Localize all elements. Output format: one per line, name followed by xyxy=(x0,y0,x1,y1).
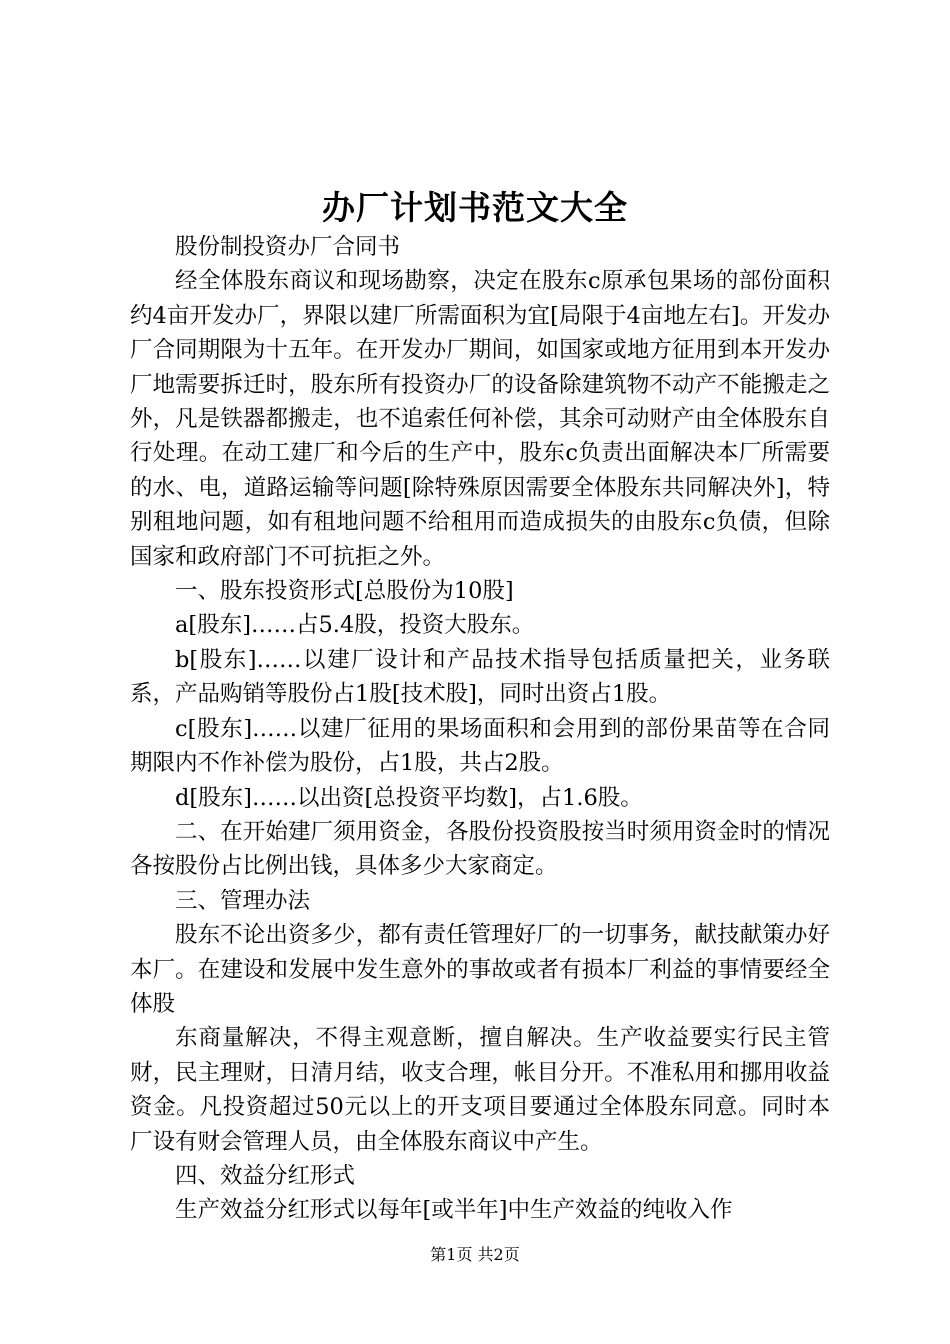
paragraph-section-1-heading: 一、股东投资形式[总股份为10股] xyxy=(175,578,514,605)
paragraph-shareholder-a: a[股东]……占5.4股，投资大股东。 xyxy=(175,612,535,639)
paragraph-contract-heading: 股份制投资办厂合同书 xyxy=(175,234,401,260)
paragraph-dividend: 生产效益分红形式以每年[或半年]中生产效益的纯收入作 xyxy=(175,1197,733,1224)
paragraph-management-2: 东商量解决，不得主观意断，擅自解决。生产收益要实行民主管财，民主理财，日清月结，收支合理，帐目分开。不准私用和挪用收益资金。凡投资超过50元以上的开支项目要通过全体股东同意。同时本厂设有财会管理人员，由全体股东商议中产生。 xyxy=(130,1025,830,1155)
document-body xyxy=(130,230,830,1228)
paragraph-shareholder-b: b[股东]……以建厂设计和产品技术指导包括质量把关，业务联系，产品购销等股份占1股[技术股]，同时出资占1股。 xyxy=(130,646,830,708)
page-footer: 第1页 共2页 xyxy=(430,1245,520,1264)
paragraph-management-1: 股东不论出资多少，都有责任管理好厂的一切事务，献技献策办好本厂。在建设和发展中发生意外的事故或者有损本厂利益的事情要经全体股 xyxy=(130,922,830,1017)
paragraph-section-4-heading: 四、效益分红形式 xyxy=(175,1162,356,1189)
paragraph-shareholder-c: c[股东]……以建厂征用的果场面积和会用到的部份果苗等在合同期限内不作补偿为股份，占1股，共占2股。 xyxy=(130,715,830,777)
paragraph-section-3-heading: 三、管理办法 xyxy=(175,887,311,914)
paragraph-shareholder-d: d[股东]……以出资[总投资平均数]，占1.6股。 xyxy=(175,784,643,811)
paragraph-section-2: 二、在开始建厂须用资金，各股份投资股按当时须用资金时的情况各按股份占比例出钱，具体多少大家商定。 xyxy=(130,818,830,880)
paragraph-intro: 经全体股东商议和现场勘察，决定在股东c原承包果场的部份面积约4亩开发办厂，界限以建厂所需面积为宜[局限于4亩地左右]。开发办厂合同期限为十五年。在开发办厂期间，如国家或地方征用到本开发办厂地需要拆迁时，股东所有投资办厂的设备除建筑物不动产不能搬走之外，凡是铁器都搬走，也不追索任何补偿，其余可动财产由全体股东自行处理。在动工建厂和今后的生产中，股东c负责出面解决本厂所需要的水、电，道路运输等问题[除特殊原因需要全体股东共同解决外]，特别租地问题，如有租地问题不给租用而造成损失的由股东c负债，但除国家和政府部门不可抗拒之外。 xyxy=(130,268,830,570)
document-title: 办厂计划书范文大全 xyxy=(322,188,628,227)
